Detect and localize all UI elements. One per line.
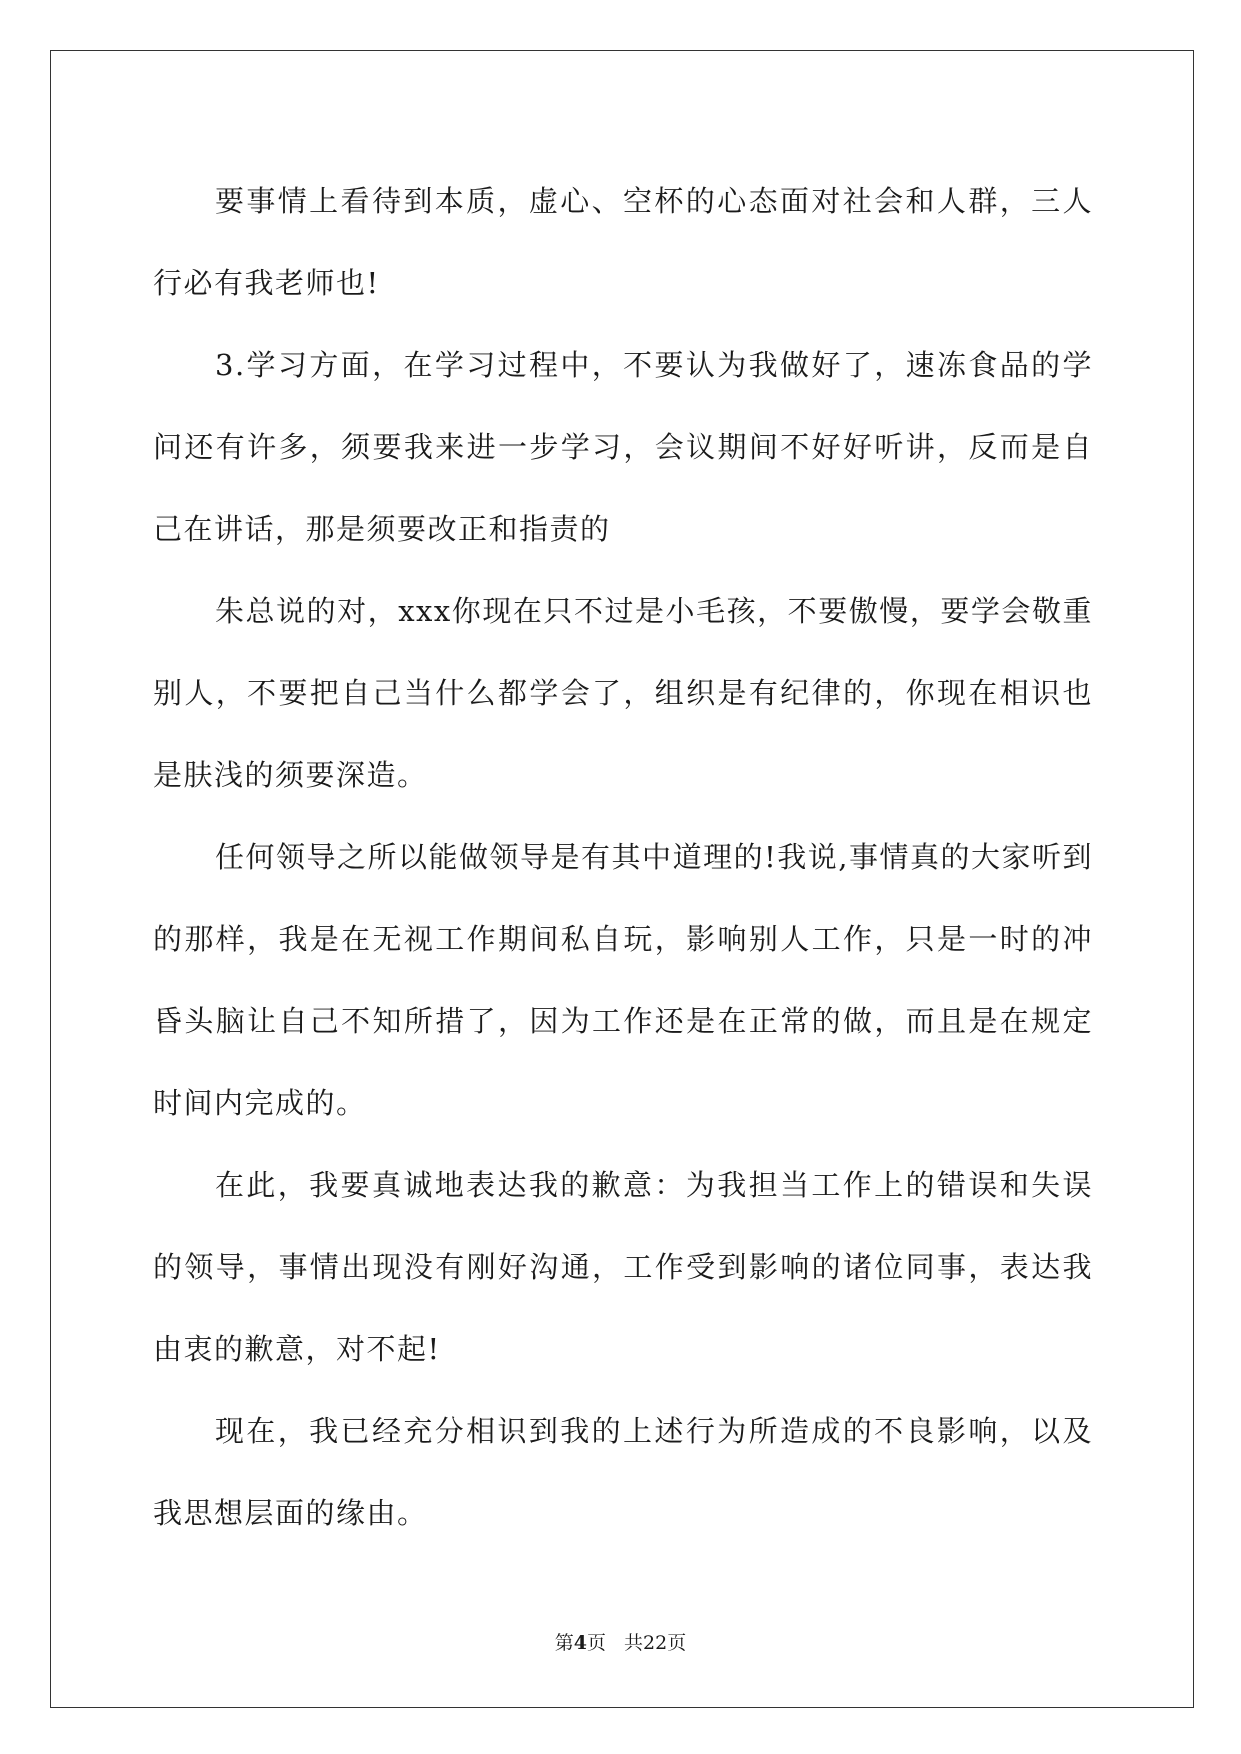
paragraph-6: 现在，我已经充分相识到我的上述行为所造成的不良影响，以及我思想层面的缘由。 <box>153 1414 1093 1530</box>
document-body <box>153 160 1093 1554</box>
current-page-number: 4 <box>573 1632 587 1654</box>
page-prefix: 第 <box>554 1632 574 1654</box>
paragraph-5: 在此，我要真诚地表达我的歉意：为我担当工作上的错误和失误的领导，事情出现没有刚好沟通，工作受到影响的诸位同事，表达我由衷的歉意，对不起! <box>153 1168 1093 1366</box>
paragraph-2: 3.学习方面，在学习过程中，不要认为我做好了，速冻食品的学问还有许多，须要我来进一步学习，会议期间不好好听讲，反而是自己在讲话，那是须要改正和指责的 <box>153 348 1093 546</box>
page-footer <box>0 1631 1241 1655</box>
paragraph-4: 任何领导之所以能做领导是有其中道理的!我说,事情真的大家听到的那样，我是在无视工作期间私自玩，影响别人工作，只是一时的冲昏头脑让自己不知所措了，因为工作还是在正常的做，而且是在规定时间内完成的。 <box>153 840 1093 1120</box>
total-prefix: 共 <box>624 1632 644 1654</box>
total-pages-number: 22 <box>643 1632 668 1654</box>
paragraph-3: 朱总说的对，xxx你现在只不过是小毛孩，不要傲慢，要学会敬重别人，不要把自己当什么都学会了，组织是有纪律的，你现在相识也是肤浅的须要深造。 <box>153 594 1093 792</box>
total-suffix: 页 <box>667 1632 687 1654</box>
page-suffix: 页 <box>587 1632 607 1654</box>
paragraph-1: 要事情上看待到本质，虚心、空杯的心态面对社会和人群，三人行必有我老师也! <box>153 184 1093 300</box>
